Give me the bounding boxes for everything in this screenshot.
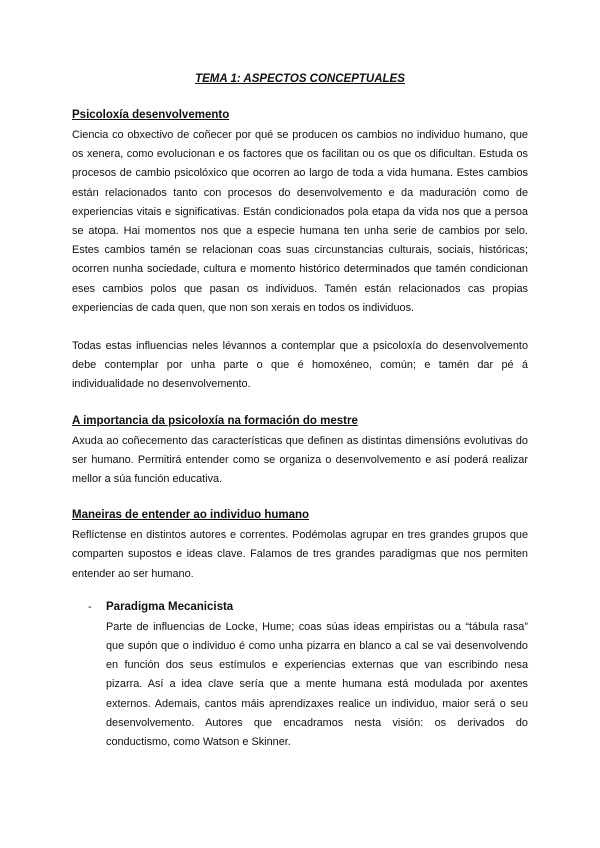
section-maneiras [72,508,528,584]
list-bullet: - [88,600,92,613]
list-item-text: Parte de influencias de Locke, Hume; coas súas ideas empiristas ou a “tábula rasa” que supón que o individuo é como unha pizarra en blanco a cal se vai desenvolvendo en función dos seus estímulos e experiencias externas que van escribindo nesa pizarra. Así a idea clave sería que a mente humana está modulada por axentes externos. Ademais, cantos máis aprendizaxes realice un individuo, maior será o seu desenvolvemento. Autores que encadramos nesta visión: os derivados do conductismo, como Watson e Skinner. [106,620,528,749]
section-heading: Psicoloxía desenvolvemento [72,109,230,121]
document-page [72,72,528,752]
list-item [72,600,528,752]
list-item-heading: Paradigma Mecanicista [106,600,234,613]
section-heading: A importancia da psicoloxía na formación do mestre [72,414,358,427]
paragraph: Todas estas influencias neles lévannos a contemplar que a psicoloxía do desenvolvemento debe contemplar por unha parte o que é homoxéneo, común; e tamén dar pé á individualidade no desenvolvemento. [72,340,528,391]
section-psicoloxia [72,108,528,395]
paradigm-list [72,600,528,752]
document-title: TEMA 1: ASPECTOS CONCEPTUALES [195,73,405,85]
section-importancia [72,414,528,490]
paragraph: Reflíctense en distintos autores e correntes. Podémolas agrupar en tres grandes grupos que comparten supostos e ideas clave. Falamos de tres grandes paradigmas que nos permiten entender ao ser humano. [72,529,528,580]
paragraph: Axuda ao coñecemento das características que definen as distintas dimensións evolutivas do ser humano. Permitirá entender como se organiza o desenvolvemento e así poderá realizar mellor a súa función educativa. [72,434,528,486]
section-heading: Maneiras de entender ao individuo humano [72,509,310,522]
paragraph: Ciencia co obxectivo de coñecer por qué se producen os cambios no individuo humano, que os xenera, como evolucionan e os factores que os facilitan ou os que os dificultan. Estuda os procesos de cambio psicolóxico que ocorren ao largo de toda a vida humana. Estes cambios están relacionados tanto con procesos do desenvolvemento e da maduración como de experiencias vitais e significativas. Están condicionados pola etapa da vida nos que a persoa se atopa. Hai momentos nos que a especie humana ten unha serie de cambios por selo. Estes cambios tamén se relacionan coas suas circunstancias culturais, sociais, históricas; ocorren nunha sociedade, cultura e momento histórico determinados que tamén condicionan eses cambios polos que pasan os individuos. Tamén están relacionados cas propias experiencias de cada quen, que non son xerais en todos os individuos. [72,129,528,314]
